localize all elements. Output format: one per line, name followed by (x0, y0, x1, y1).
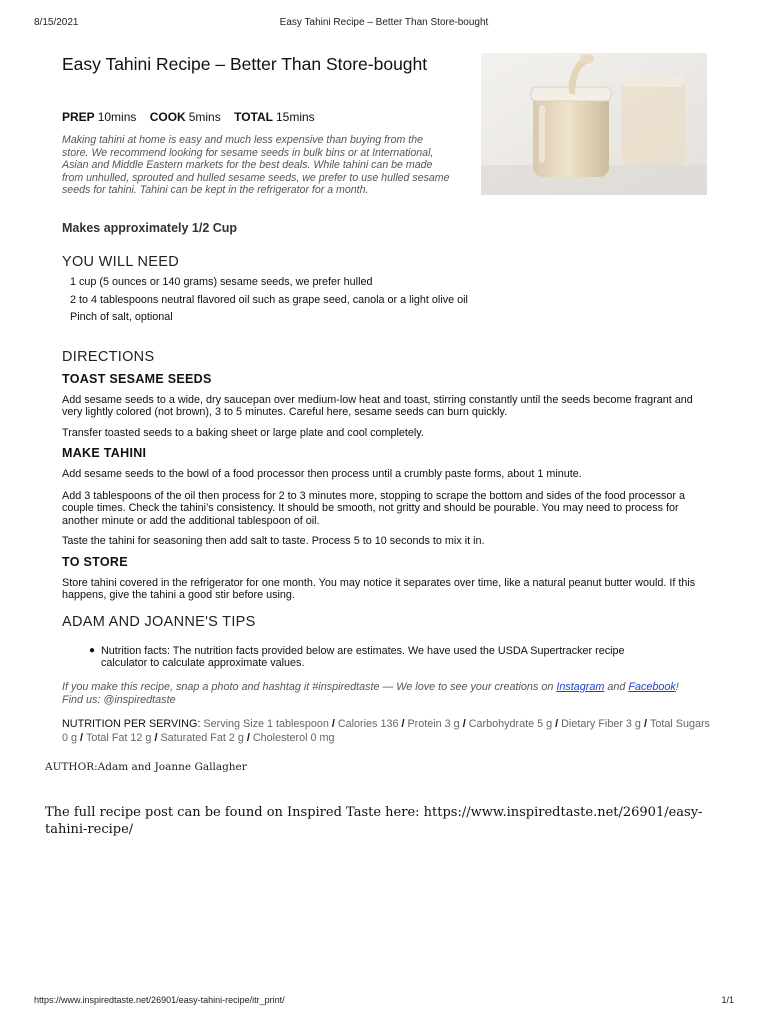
tips-list (86, 645, 666, 670)
separator: / (154, 732, 158, 744)
print-url: https://www.inspiredtaste.net/26901/easy-tahini-recipe/itr_print/ (34, 995, 285, 1005)
nutrition-serving-size: Serving Size 1 tablespoon (203, 718, 329, 730)
toast-step-1: Add sesame seeds to a wide, dry saucepan over medium-low heat and toast, stirring constantly until the seeds become fragrant and very lightly colored (not brown), 3 to 5 minutes. Careful here, sesame seeds can burn quickly. (62, 394, 693, 419)
nutrition-label: NUTRITION PER SERVING: (62, 718, 201, 730)
make-step-3: Taste the tahini for seasoning then add salt to taste. Process 5 to 10 seconds to mix it in. (62, 535, 485, 547)
nutrition-info (62, 717, 712, 745)
tips-heading: ADAM AND JOANNE'S TIPS (62, 614, 256, 630)
nutrition-calories: Calories 136 (337, 718, 399, 730)
ingredient-item: Pinch of salt, optional (70, 311, 173, 323)
toast-heading: TOAST SESAME SEEDS (62, 372, 212, 386)
tahini-jar-photo (481, 53, 707, 195)
tip-item: Nutrition facts: The nutrition facts provided below are estimates. We have used the USDA Supertracker recipe calculator to calculate approximate values. (101, 645, 625, 670)
total-label: TOTAL (234, 110, 273, 124)
bullet-icon: ● (89, 645, 96, 656)
nutrition-protein: Protein 3 g (407, 718, 460, 730)
cook-label: COOK (149, 110, 186, 124)
share-note (62, 681, 702, 707)
print-page-title: Easy Tahini Recipe – Better Than Store-bought (279, 17, 489, 28)
make-step-2: Add 3 tablespoons of the oil then process for 2 to 3 minutes more, stopping to scrape the bottom and sides of the food processor a couple times. Check the tahini’s consistency. It should be smooth, not gritty and should be pourable. You may need to process for another minute or add the additional tablespoon of oil. (62, 490, 685, 527)
share-handle: ! Find us: @inspiredtaste (62, 681, 679, 706)
prep-value: 10mins (97, 110, 137, 124)
nutrition-sugars: Total Sugars 0 g (62, 718, 710, 744)
recipe-yield: Makes approximately 1/2 Cup (62, 221, 238, 235)
ingredients-list (70, 276, 710, 329)
print-date: 8/15/2021 (34, 17, 79, 28)
share-and: and (604, 681, 629, 693)
separator: / (462, 718, 466, 730)
share-text: If you make this recipe, snap a photo and hashtag it #inspiredtaste — We love to see your creations on (62, 681, 557, 693)
store-step-1: Store tahini covered in the refrigerator for one month. You may notice it separates over time, like a natural peanut butter would. If this happens, give the tahini a good stir before using. (62, 577, 696, 602)
total-value: 15mins (275, 110, 315, 124)
store-heading: TO STORE (62, 555, 128, 569)
recipe-description: Making tahini at home is easy and much less expensive than buying from the store. We recommend looking for sesame seeds in bulk bins or at International, Asian and Middle Eastern markets for the best deals. While tahini can be made from unhulled, sprouted and hulled sesame seeds, we prefer to use hulled sesame seeds for tahini. Tahini can be kept in the refrigerator for a month. (62, 134, 450, 197)
toast-step-2: Transfer toasted seeds to a baking sheet or large plate and cool completely. (62, 427, 424, 439)
nutrition-cholesterol: Cholesterol 0 mg (252, 732, 335, 744)
separator: / (80, 732, 84, 744)
nutrition-saturated-fat: Saturated Fat 2 g (160, 732, 244, 744)
make-heading: MAKE TAHINI (62, 446, 147, 460)
separator: / (401, 718, 405, 730)
nutrition-carbohydrate: Carbohydrate 5 g (468, 718, 553, 730)
cook-value: 5mins (188, 110, 221, 124)
separator: / (643, 718, 647, 730)
full-post-note: The full recipe post can be found on Inspired Taste here: https://www.inspiredtaste.net/26901/easy-tahini-recipe/ (45, 805, 703, 837)
separator: / (331, 718, 335, 730)
recipe-author: AUTHOR:Adam and Joanne Gallagher (45, 761, 247, 773)
separator: / (246, 732, 250, 744)
ingredients-heading: YOU WILL NEED (62, 254, 179, 270)
nutrition-fat: Total Fat 12 g (86, 732, 152, 744)
ingredient-item: 2 to 4 tablespoons neutral flavored oil such as grape seed, canola or a light olive oil (70, 293, 468, 306)
nutrition-fiber: Dietary Fiber 3 g (561, 718, 641, 730)
page-number: 1/1 (721, 995, 734, 1005)
make-step-1: Add sesame seeds to the bowl of a food processor then process until a crumbly paste forms, about 1 minute. (62, 468, 582, 480)
facebook-link[interactable]: Facebook (628, 681, 676, 693)
separator: / (555, 718, 559, 730)
recipe-times (62, 110, 325, 124)
recipe-title: Easy Tahini Recipe – Better Than Store-bought (62, 54, 428, 74)
ingredient-item: 1 cup (5 ounces or 140 grams) sesame seeds, we prefer hulled (70, 276, 373, 288)
directions-heading: DIRECTIONS (62, 349, 155, 365)
prep-label: PREP (62, 110, 95, 124)
instagram-link[interactable]: Instagram (556, 681, 605, 693)
